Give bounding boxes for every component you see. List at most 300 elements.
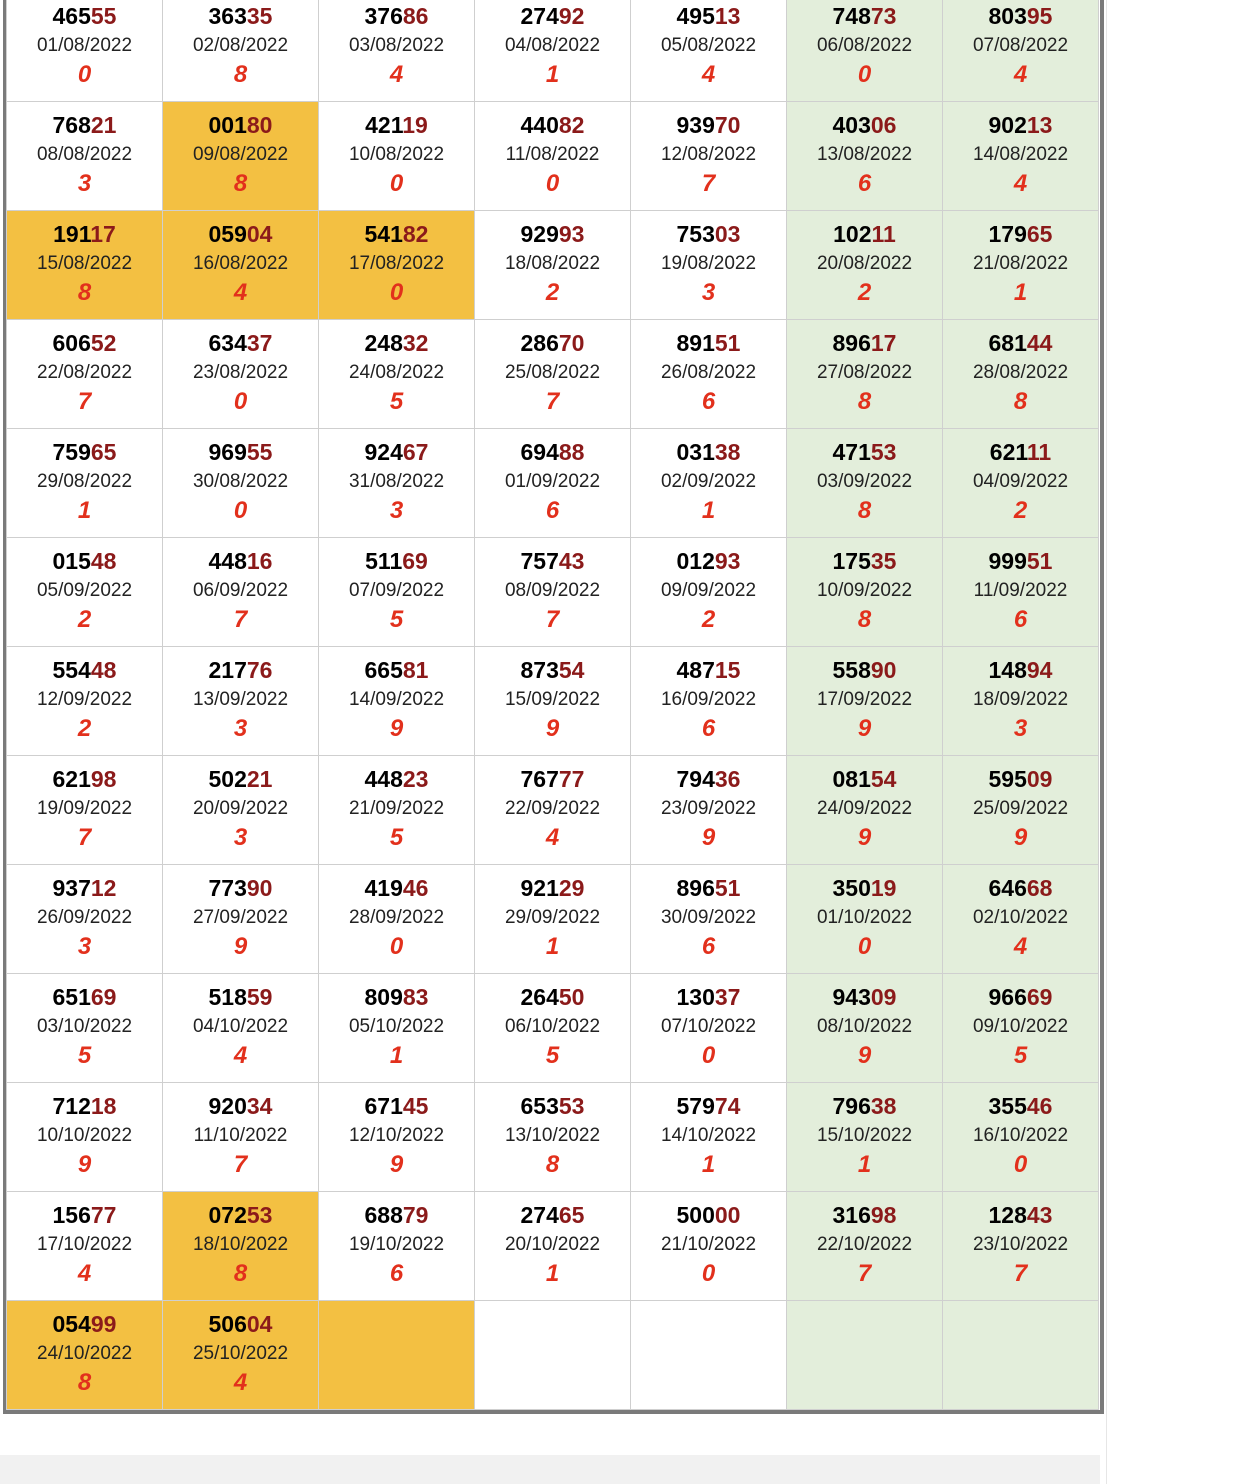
result-number <box>7 657 162 683</box>
number-head: 156 <box>52 1202 91 1228</box>
result-number <box>475 3 630 29</box>
result-digit: 2 <box>1013 497 1028 524</box>
result-digit: 7 <box>77 824 92 851</box>
number-head: 274 <box>520 3 559 29</box>
number-tail: 44 <box>1026 330 1053 356</box>
number-head: 448 <box>364 766 403 792</box>
result-number <box>631 439 786 465</box>
result-digit: 9 <box>1013 824 1028 851</box>
result-cell <box>475 865 631 974</box>
number-tail: 52 <box>90 330 117 356</box>
result-digit: 8 <box>857 497 872 524</box>
result-cell <box>475 538 631 647</box>
result-number <box>7 1202 162 1228</box>
result-date: 04/08/2022 <box>504 35 601 56</box>
result-number <box>787 1093 942 1119</box>
number-head: 921 <box>520 875 559 901</box>
result-digit: 9 <box>701 824 716 851</box>
number-tail: 79 <box>402 1202 429 1228</box>
result-digit: 6 <box>701 933 716 960</box>
result-date: 16/10/2022 <box>972 1125 1069 1146</box>
result-cell <box>943 538 1099 647</box>
result-number <box>631 112 786 138</box>
result-digit: 0 <box>857 61 872 88</box>
result-cell <box>787 1083 943 1192</box>
result-number <box>319 112 474 138</box>
result-digit: 7 <box>77 388 92 415</box>
number-head: 902 <box>988 112 1027 138</box>
result-cell <box>787 429 943 538</box>
result-cell <box>631 647 787 756</box>
result-cell <box>7 1192 163 1301</box>
result-date: 16/09/2022 <box>660 689 757 710</box>
result-digit: 5 <box>389 388 404 415</box>
number-head: 712 <box>52 1093 91 1119</box>
number-tail: 67 <box>402 439 429 465</box>
result-number <box>787 984 942 1010</box>
result-date: 28/09/2022 <box>348 907 445 928</box>
result-cell <box>7 211 163 320</box>
result-cell <box>319 974 475 1083</box>
result-date: 19/09/2022 <box>36 798 133 819</box>
result-cell <box>7 429 163 538</box>
result-cell <box>163 1083 319 1192</box>
number-tail: 18 <box>90 1093 117 1119</box>
number-tail: 35 <box>246 3 273 29</box>
result-date: 11/08/2022 <box>505 144 600 165</box>
result-digit: 3 <box>77 170 92 197</box>
result-date: 31/08/2022 <box>348 471 445 492</box>
number-tail: 17 <box>90 221 116 247</box>
result-cell <box>475 1192 631 1301</box>
result-digit: 3 <box>389 497 404 524</box>
number-tail: 83 <box>402 984 429 1010</box>
result-cell <box>475 1301 631 1410</box>
result-number <box>163 112 318 138</box>
number-head: 999 <box>988 548 1027 574</box>
result-number <box>787 548 942 574</box>
result-number <box>787 112 942 138</box>
number-tail: 99 <box>90 1311 117 1337</box>
result-number <box>163 548 318 574</box>
result-digit: 0 <box>233 497 248 524</box>
result-cell <box>631 756 787 865</box>
result-digit: 1 <box>545 933 560 960</box>
result-cell <box>787 865 943 974</box>
result-number <box>7 221 162 247</box>
result-number <box>943 221 1098 247</box>
result-cell <box>163 211 319 320</box>
result-cell <box>475 429 631 538</box>
number-tail: 81 <box>402 657 429 683</box>
result-date: 18/10/2022 <box>192 1234 289 1255</box>
result-date: 27/09/2022 <box>192 907 289 928</box>
result-date: 12/08/2022 <box>660 144 757 165</box>
result-cell <box>7 102 163 211</box>
result-cell <box>631 0 787 102</box>
result-digit: 6 <box>701 388 716 415</box>
result-number <box>943 112 1098 138</box>
number-head: 175 <box>832 548 871 574</box>
result-number <box>163 221 318 247</box>
number-head: 759 <box>52 439 91 465</box>
result-date: 24/10/2022 <box>36 1343 133 1364</box>
result-cell <box>475 756 631 865</box>
result-cell <box>7 0 163 102</box>
result-date: 07/10/2022 <box>660 1016 757 1037</box>
result-cell <box>631 538 787 647</box>
result-date: 22/08/2022 <box>36 362 133 383</box>
number-tail: 53 <box>246 1202 273 1228</box>
result-number <box>631 330 786 356</box>
result-cell <box>7 974 163 1083</box>
number-tail: 70 <box>558 330 585 356</box>
number-head: 012 <box>676 548 715 574</box>
result-cell <box>7 647 163 756</box>
result-cell <box>787 974 943 1083</box>
number-head: 419 <box>364 875 403 901</box>
number-tail: 74 <box>714 1093 741 1119</box>
number-head: 248 <box>364 330 403 356</box>
result-digit: 8 <box>1013 388 1028 415</box>
result-digit: 3 <box>701 279 716 306</box>
number-tail: 00 <box>714 1202 741 1228</box>
number-head: 681 <box>988 330 1027 356</box>
result-number <box>319 221 474 247</box>
number-tail: 65 <box>1026 221 1053 247</box>
result-digit: 2 <box>857 279 872 306</box>
result-cell <box>163 0 319 102</box>
number-tail: 46 <box>1026 1093 1053 1119</box>
number-tail: 70 <box>714 112 741 138</box>
result-cell <box>787 0 943 102</box>
result-cell <box>631 1192 787 1301</box>
result-date: 14/08/2022 <box>972 144 1069 165</box>
result-number <box>475 548 630 574</box>
result-date: 15/10/2022 <box>816 1125 913 1146</box>
number-head: 072 <box>208 1202 247 1228</box>
result-cell <box>319 320 475 429</box>
number-head: 471 <box>832 439 871 465</box>
number-head: 671 <box>364 1093 403 1119</box>
number-tail: 55 <box>246 439 273 465</box>
result-digit: 9 <box>545 715 560 742</box>
result-cell <box>631 1301 787 1410</box>
number-head: 634 <box>208 330 247 356</box>
result-number <box>631 221 786 247</box>
result-cell <box>943 102 1099 211</box>
result-number <box>787 1202 942 1228</box>
result-date: 12/10/2022 <box>348 1125 445 1146</box>
result-cell <box>7 320 163 429</box>
result-number <box>943 330 1098 356</box>
number-head: 511 <box>365 548 403 574</box>
number-tail: 69 <box>90 984 117 1010</box>
result-number <box>319 657 474 683</box>
result-cell <box>631 320 787 429</box>
number-head: 148 <box>988 657 1027 683</box>
result-cell <box>163 102 319 211</box>
table-row <box>7 1192 1099 1301</box>
result-digit: 1 <box>857 1151 872 1178</box>
number-tail: 32 <box>402 330 429 356</box>
result-digit: 0 <box>389 933 404 960</box>
number-tail: 90 <box>246 875 273 901</box>
result-digit: 5 <box>545 1042 560 1069</box>
result-number <box>163 1311 318 1337</box>
result-cell <box>319 0 475 102</box>
table-row <box>7 974 1099 1083</box>
result-number <box>319 875 474 901</box>
result-date: 06/08/2022 <box>816 35 913 56</box>
number-head: 502 <box>208 766 247 792</box>
number-head: 179 <box>988 221 1027 247</box>
number-tail: 37 <box>714 984 741 1010</box>
number-head: 059 <box>208 221 247 247</box>
result-number <box>319 984 474 1010</box>
number-tail: 13 <box>714 3 741 29</box>
result-date: 18/08/2022 <box>504 253 601 274</box>
number-head: 286 <box>520 330 559 356</box>
number-tail: 65 <box>90 439 117 465</box>
number-tail: 45 <box>402 1093 429 1119</box>
result-date: 08/10/2022 <box>816 1016 913 1037</box>
number-head: 363 <box>208 3 247 29</box>
result-number <box>475 875 630 901</box>
result-cell <box>319 1083 475 1192</box>
number-head: 748 <box>832 3 871 29</box>
result-date: 03/09/2022 <box>816 471 913 492</box>
result-digit: 0 <box>701 1042 716 1069</box>
result-digit: 9 <box>857 1042 872 1069</box>
result-number <box>475 1202 630 1228</box>
result-date: 02/09/2022 <box>660 471 757 492</box>
result-digit: 0 <box>1013 1151 1028 1178</box>
results-table-body <box>7 0 1099 1410</box>
result-date: 18/09/2022 <box>972 689 1069 710</box>
result-digit: 9 <box>857 715 872 742</box>
result-date: 26/08/2022 <box>660 362 757 383</box>
result-number <box>475 439 630 465</box>
result-digit: 4 <box>1013 933 1028 960</box>
result-digit: 9 <box>77 1151 92 1178</box>
result-number <box>943 766 1098 792</box>
number-head: 924 <box>364 439 403 465</box>
result-number <box>7 330 162 356</box>
number-head: 506 <box>208 1311 247 1337</box>
number-head: 403 <box>832 112 871 138</box>
result-date: 19/10/2022 <box>348 1234 445 1255</box>
result-date: 22/09/2022 <box>504 798 601 819</box>
number-tail: 51 <box>714 875 741 901</box>
number-tail: 86 <box>402 3 429 29</box>
table-row <box>7 1083 1099 1192</box>
result-number <box>631 548 786 574</box>
number-head: 054 <box>52 1311 91 1337</box>
result-number <box>631 3 786 29</box>
result-cell <box>475 0 631 102</box>
result-number <box>319 1202 474 1228</box>
number-head: 518 <box>208 984 247 1010</box>
result-number <box>319 330 474 356</box>
result-date: 09/09/2022 <box>660 580 757 601</box>
result-number <box>319 439 474 465</box>
number-tail: 43 <box>1026 1202 1053 1228</box>
result-cell <box>475 974 631 1083</box>
result-digit: 6 <box>389 1260 404 1287</box>
number-head: 274 <box>520 1202 559 1228</box>
number-head: 809 <box>364 984 403 1010</box>
number-tail: 13 <box>1026 112 1053 138</box>
result-number <box>631 875 786 901</box>
result-cell <box>163 1301 319 1410</box>
result-number <box>787 766 942 792</box>
result-cell <box>7 538 163 647</box>
result-digit: 4 <box>1013 61 1028 88</box>
table-row <box>7 320 1099 429</box>
result-digit: 3 <box>1013 715 1028 742</box>
number-head: 651 <box>52 984 91 1010</box>
table-row <box>7 1301 1099 1410</box>
number-head: 495 <box>676 3 715 29</box>
number-head: 694 <box>520 439 559 465</box>
number-head: 896 <box>676 875 715 901</box>
result-digit: 8 <box>233 1260 248 1287</box>
result-number <box>7 1311 162 1337</box>
number-tail: 04 <box>246 221 273 247</box>
table-row <box>7 538 1099 647</box>
footer-strip <box>0 1455 1100 1484</box>
number-head: 487 <box>676 657 715 683</box>
result-cell <box>475 1083 631 1192</box>
number-tail: 34 <box>246 1093 273 1119</box>
number-tail: 12 <box>90 875 117 901</box>
result-number <box>7 112 162 138</box>
number-tail: 19 <box>402 112 428 138</box>
result-number <box>163 657 318 683</box>
result-number <box>943 3 1098 29</box>
number-tail: 11 <box>871 221 896 247</box>
result-number <box>7 984 162 1010</box>
number-head: 757 <box>520 548 559 574</box>
number-head: 465 <box>52 3 91 29</box>
number-head: 653 <box>520 1093 559 1119</box>
result-digit: 1 <box>545 61 560 88</box>
result-cell <box>319 756 475 865</box>
number-tail: 54 <box>558 657 585 683</box>
result-date: 28/08/2022 <box>972 362 1069 383</box>
result-cell <box>787 538 943 647</box>
result-number <box>163 1093 318 1119</box>
table-row <box>7 102 1099 211</box>
result-date: 29/09/2022 <box>504 907 601 928</box>
number-head: 264 <box>520 984 559 1010</box>
result-digit: 9 <box>389 715 404 742</box>
number-head: 920 <box>208 1093 247 1119</box>
result-date: 29/08/2022 <box>36 471 133 492</box>
number-head: 773 <box>208 875 247 901</box>
number-tail: 11 <box>1026 439 1052 465</box>
result-digit: 0 <box>545 170 560 197</box>
number-tail: 21 <box>246 766 273 792</box>
number-tail: 09 <box>1026 766 1053 792</box>
result-date: 21/10/2022 <box>660 1234 757 1255</box>
number-tail: 82 <box>402 221 429 247</box>
number-tail: 65 <box>558 1202 585 1228</box>
number-tail: 51 <box>714 330 741 356</box>
result-cell <box>475 102 631 211</box>
result-number <box>163 330 318 356</box>
number-tail: 29 <box>558 875 585 901</box>
result-number <box>319 3 474 29</box>
result-date: 23/08/2022 <box>192 362 289 383</box>
number-head: 440 <box>520 112 559 138</box>
result-cell <box>7 1301 163 1410</box>
result-digit: 7 <box>545 606 560 633</box>
result-cell <box>787 102 943 211</box>
result-number <box>943 548 1098 574</box>
result-digit: 2 <box>545 279 560 306</box>
result-cell <box>943 756 1099 865</box>
result-cell <box>631 211 787 320</box>
result-date: 30/08/2022 <box>192 471 289 492</box>
result-digit: 6 <box>701 715 716 742</box>
result-date: 11/09/2022 <box>973 580 1068 601</box>
number-tail: 92 <box>558 3 585 29</box>
result-cell <box>787 1301 943 1410</box>
number-head: 355 <box>988 1093 1027 1119</box>
result-digit: 5 <box>1013 1042 1028 1069</box>
result-date: 06/09/2022 <box>192 580 289 601</box>
result-cell <box>943 211 1099 320</box>
number-tail: 43 <box>558 548 585 574</box>
result-cell <box>319 102 475 211</box>
result-digit: 8 <box>857 388 872 415</box>
result-cell <box>163 429 319 538</box>
number-head: 966 <box>988 984 1027 1010</box>
result-digit: 3 <box>77 933 92 960</box>
result-date: 05/10/2022 <box>348 1016 445 1037</box>
result-digit: 3 <box>233 824 248 851</box>
result-date: 25/10/2022 <box>192 1343 289 1364</box>
result-number <box>7 439 162 465</box>
result-number <box>319 548 474 574</box>
result-digit: 8 <box>77 1369 92 1396</box>
result-date: 09/10/2022 <box>972 1016 1069 1037</box>
result-number <box>631 984 786 1010</box>
number-head: 500 <box>676 1202 715 1228</box>
number-head: 939 <box>676 112 715 138</box>
result-number <box>631 1093 786 1119</box>
number-tail: 90 <box>870 657 897 683</box>
result-digit: 1 <box>701 1151 716 1178</box>
result-cell <box>163 320 319 429</box>
result-number <box>787 3 942 29</box>
number-head: 376 <box>364 3 403 29</box>
number-tail: 37 <box>246 330 273 356</box>
result-cell <box>7 756 163 865</box>
result-digit: 1 <box>77 497 92 524</box>
result-cell <box>631 429 787 538</box>
number-tail: 36 <box>714 766 741 792</box>
result-digit: 1 <box>545 1260 560 1287</box>
number-head: 081 <box>832 766 871 792</box>
number-tail: 38 <box>714 439 741 465</box>
number-head: 595 <box>988 766 1027 792</box>
result-digit: 3 <box>233 715 248 742</box>
number-tail: 35 <box>870 548 897 574</box>
result-digit: 7 <box>857 1260 872 1287</box>
